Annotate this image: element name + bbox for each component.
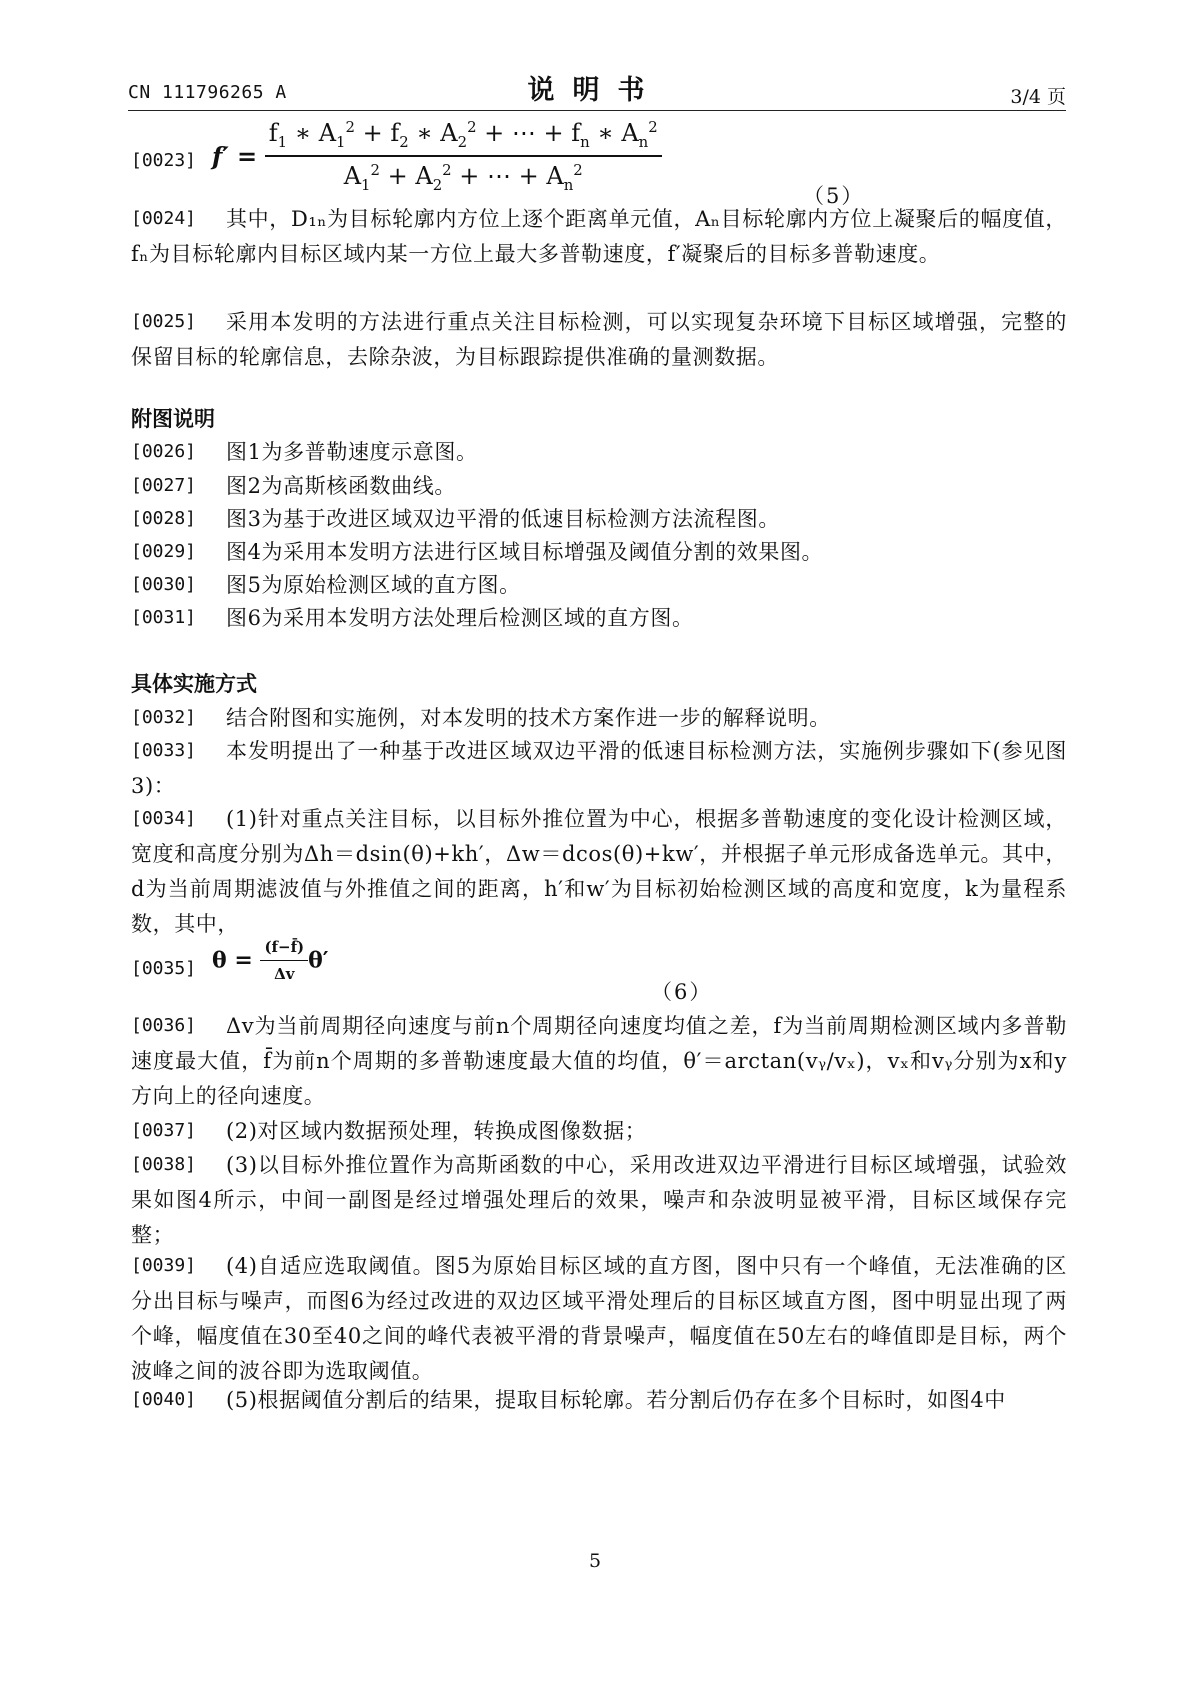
para-number: [0028]: [131, 508, 197, 529]
formula-6: θ = $\frac{(f-f̄)}{\Delta v}$ θ′: [212, 938, 329, 983]
para-number: [0031]: [131, 607, 197, 628]
para-number: [0033]: [131, 740, 197, 761]
paragraph-text: (3)以目标外推位置作为高斯函数的中心，采用改进双边平滑进行目标区域增强，试验效果如图4所示，中间一副图是经过增强处理后的效果，噪声和杂波明显被平滑，目标区域保存完整；: [131, 1153, 1067, 1247]
paragraph-text: 图5为原始检测区域的直方图。: [226, 573, 521, 597]
paragraph-text: 采用本发明的方法进行重点关注目标检测，可以实现复杂环境下目标区域增强，完整的保留目标的轮廓信息，去除杂波，为目标跟踪提供准确的量测数据。: [131, 310, 1067, 369]
paragraph-text: 图3为基于改进区域双边平滑的低速目标检测方法流程图。: [226, 507, 780, 531]
header-rule: [128, 110, 1066, 111]
paragraph-text: 图6为采用本发明方法处理后检测区域的直方图。: [226, 606, 694, 630]
para-number: [0035]: [131, 958, 197, 979]
section-heading: 具体实施方式: [131, 672, 257, 696]
paragraph-text: 结合附图和实施例，对本发明的技术方案作进一步的解释说明。: [226, 706, 831, 730]
paragraph-text: 本发明提出了一种基于改进区域双边平滑的低速目标检测方法，实施例步骤如下(参见图3)：: [131, 739, 1067, 798]
equation-number: （5）: [803, 184, 865, 208]
para-number: [0027]: [131, 475, 197, 496]
paragraph-text: (2)对区域内数据预处理，转换成图像数据；: [226, 1119, 647, 1143]
paragraph-text: 图1为多普勒速度示意图。: [226, 440, 478, 464]
para-number: [0034]: [131, 808, 197, 829]
para-number: [0025]: [131, 311, 197, 332]
page-number: 5: [588, 1550, 602, 1572]
paragraph-text: Δv为当前周期径向速度与前n个周期径向速度均值之差，f为当前周期检测区域内多普勒速度最大值，f̄为前n个周期的多普勒速度最大值的均值，θ′＝arctan(vᵧ/vₓ)，vₓ和vᵧ分别为x和y方向上的径向速度。: [131, 1014, 1067, 1108]
para-number: [0039]: [131, 1255, 197, 1276]
paragraph-text: 其中，D₁ₙ为目标轮廓内方位上逐个距离单元值，Aₙ目标轮廓内方位上凝聚后的幅度值，fₙ为目标轮廓内目标区域内某一方位上最大多普勒速度，f′凝聚后的目标多普勒速度。: [131, 207, 1067, 266]
para-number: [0040]: [131, 1389, 197, 1410]
para-number: [0026]: [131, 441, 197, 462]
para-number: [0037]: [131, 1120, 197, 1141]
para-number: [0029]: [131, 541, 197, 562]
para-number: [0036]: [131, 1015, 197, 1036]
paragraph-text: 图2为高斯核函数曲线。: [226, 474, 456, 498]
equation-number: （6）: [651, 980, 713, 1004]
formula-5: f′ = $\frac{f_1 ∗ A_1^2 + f_2 ∗ A_2^2 + \cdots + f_n ∗ A_n^2}{A_1^2 + A_2^2 + \cdots + A_n^2}$: [212, 118, 662, 194]
para-number: [0023]: [131, 150, 197, 171]
para-number: [0038]: [131, 1154, 197, 1175]
paragraph-text: (4)自适应选取阈值。图5为原始目标区域的直方图，图中只有一个峰值，无法准确的区分出目标与噪声，而图6为经过改进的双边区域平滑处理后的目标区域直方图，图中明显出现了两个峰，幅度值在30至40之间的峰代表被平滑的背景噪声，幅度值在50左右的峰值即是目标，两个波峰之间的波谷即为选取阈值。: [131, 1254, 1067, 1383]
para-number: [0030]: [131, 574, 197, 595]
paragraph-text: (1)针对重点关注目标，以目标外推位置为中心，根据多普勒速度的变化设计检测区域，宽度和高度分别为Δh＝dsin(θ)+kh′，Δw＝dcos(θ)+kw′，并根据子单元形成备选单元。其中，d为当前周期滤波值与外推值之间的距离，h′和w′为目标初始检测区域的高度和宽度，k为量程系数，其中，: [131, 807, 1067, 936]
para-number: [0032]: [131, 707, 197, 728]
paragraph-text: 图4为采用本发明方法进行区域目标增强及阈值分割的效果图。: [226, 540, 824, 564]
para-number: [0024]: [131, 208, 197, 229]
page-title: 说明书: [527, 75, 663, 106]
page-info: 3/4 页: [1010, 86, 1066, 108]
doc-number: CN 111796265 A: [128, 82, 287, 103]
paragraph-text: (5)根据阈值分割后的结果，提取目标轮廓。若分割后仍存在多个目标时，如图4中: [226, 1388, 1006, 1412]
section-heading: 附图说明: [131, 407, 215, 431]
